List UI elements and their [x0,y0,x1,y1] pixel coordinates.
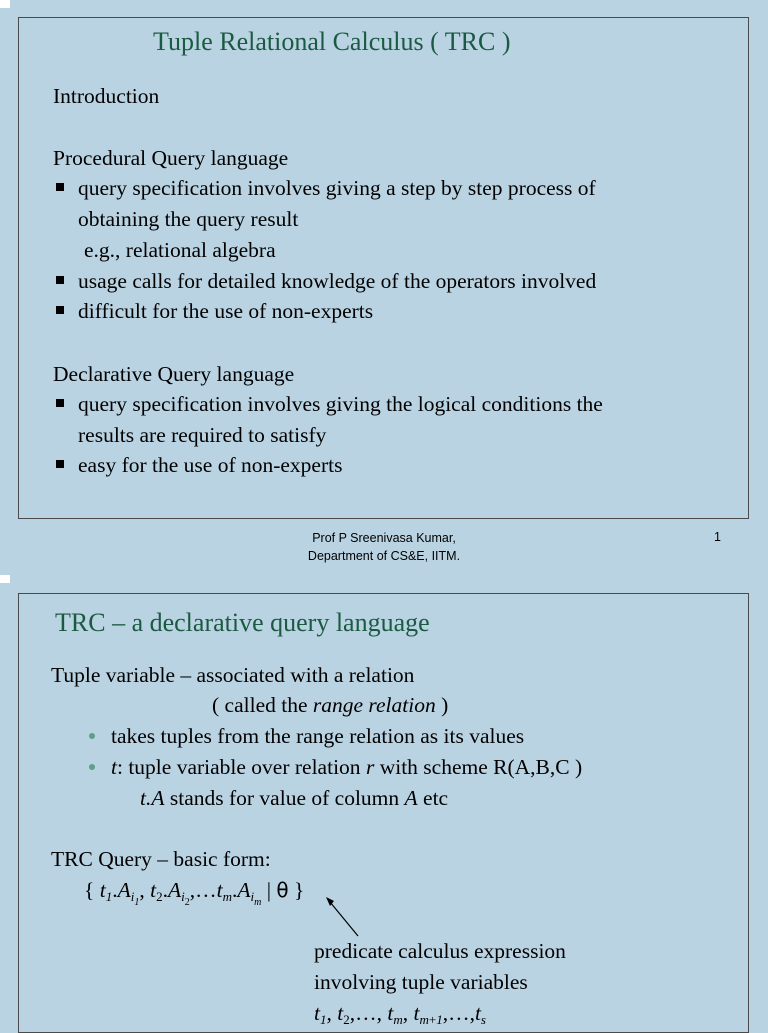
slide-2 [18,593,749,1033]
tuple-variable-list: $t_1$, $t_2,\dots$, $t_m$, $t_{m+1},\dots,t_s$ [314,1001,486,1027]
declarative-bullet-1-line-2: results are required to satisfy [78,423,327,447]
procedural-heading: Procedural Query language [53,146,289,170]
bullet-marker [56,399,64,407]
tuple-variable-line-1: Tuple variable – associated with a relation [51,663,415,687]
bullet-marker [56,183,64,191]
bullet-marker [56,276,64,284]
procedural-bullet-2: usage calls for detailed knowledge of the operators involved [78,269,597,293]
procedural-bullet-3: difficult for the use of non-experts [78,299,374,323]
pointer-arrow [318,892,368,942]
slide-marker [0,0,10,8]
predicate-note-line-1: predicate calculus expression [314,939,566,963]
slide-1-title: Tuple Relational Calculus ( TRC ) [153,27,511,56]
procedural-example: e.g., relational algebra [84,238,276,262]
intro-heading: Introduction [53,84,160,108]
procedural-bullet-1-line-2: obtaining the query result [78,207,299,231]
trc-query-formula: { $t_1.A_{i_1}$, $t_2.A_{i_2},\dots t_m.A_{i_m}$ | θ } [84,878,305,908]
footer-department: Department of CS&E, IITM. [307,549,461,563]
predicate-note-line-2: involving tuple variables [314,970,528,994]
slide-footer [234,529,534,565]
bullet-dot [89,733,95,739]
page-number: 1 [714,530,721,544]
declarative-bullet-2: easy for the use of non-experts [78,453,343,477]
tuple-variable-line-2: ( called the range relation ) [212,693,449,717]
bullet-marker [56,460,64,468]
tuple-bullet-2: t: tuple variable over relation r with scheme R(A,B,C ) [111,755,583,779]
slide-2-title: TRC – a declarative query language [55,608,430,637]
bullet-marker [56,306,64,314]
tuple-bullet-1: takes tuples from the range relation as its values [111,724,525,748]
declarative-heading: Declarative Query language [53,362,295,386]
footer-author: Prof P Sreenivasa Kumar, [312,531,456,545]
procedural-bullet-1-line-1: query specification involves giving a step by step process of [78,176,596,200]
declarative-bullet-1-line-1: query specification involves giving the logical conditions the [78,392,603,416]
slide-marker [0,575,10,583]
column-note: t.A stands for value of column A etc [140,786,449,810]
bullet-dot [89,764,95,770]
trc-query-heading: TRC Query – basic form: [51,847,271,871]
